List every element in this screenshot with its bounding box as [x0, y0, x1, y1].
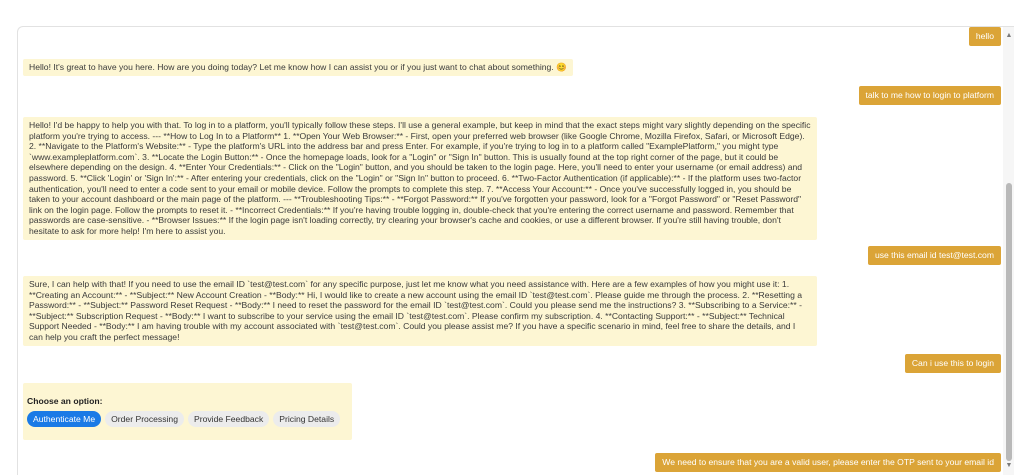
option-card-title: Choose an option:	[27, 396, 103, 406]
option-chip-row	[27, 411, 340, 427]
option-card	[23, 383, 352, 440]
scrollbar-thumb[interactable]	[1006, 183, 1012, 461]
user-message: use this email id test@test.com	[868, 246, 1001, 265]
vertical-scrollbar[interactable]	[1003, 27, 1014, 475]
bot-message: Sure, I can help with that! If you need to use the email ID `test@test.com` for any specific purpose, just let me know what you need assistance with. Here are a few examples of how you might use it: 1. **Creating an Account:** - **Subject:** New Account Creation - **Body:** Hi, I would like to create a new account using the email ID `test@test.com`. Please guide me through the process. 2. **Resetting a Password:** - **Subject:** Password Reset Request - **Body:** I need to reset the password for the email ID `test@test.com`. Could you please send me the instructions? 3. **Subscribing to a Service:** - **Subject:** Subscription Request - **Body:** I want to subscribe to your service using the email ID `test@test.com`. Please confirm my subscription. 4. **Contacting Support:** - **Subject:** Technical Support Needed - **Body:** I am having trouble with my account associated with `test@test.com`. Could you please assist me? If you have a specific scenario in mind, feel free to share the details, and I can help you craft the perfect message!	[23, 276, 817, 346]
triangle-up-icon[interactable]: ▲	[1005, 32, 1013, 39]
triangle-down-icon[interactable]: ▼	[1005, 462, 1013, 469]
bot-message: Hello! I'd be happy to help you with that. To log in to a platform, you'll typically follow these steps. I'll use a general example, but keep in mind that the exact steps might vary slightly depending on the specific platform you're trying to access. --- **How to Log In to a Platform** 1. **Open Your Web Browser:** - First, open your preferred web browser (like Google Chrome, Mozilla Firefox, Safari, or Microsoft Edge). 2. **Navigate to the Platform's Website:** - Type the platform's URL into the address bar and press Enter. For example, if you're trying to log in to a platform called "ExamplePlatform," you might type `www.exampleplatform.com`. 3. **Locate the Login Button:** - Once the homepage loads, look for a "Login" or "Sign In" button. This is usually found at the top right corner of the page, but it could be elsewhere depending on the design. 4. **Enter Your Credentials:** - Click on the "Login" button, and you should be taken to the login page. Here, you'll need to enter your username (or email address) and password. 5. **Click 'Login' or 'Sign In':** - After entering your credentials, click on the "Login" or "Sign In" button to proceed. 6. **Two-Factor Authentication (if applicable):** - If the platform uses two-factor authentication, you'll need to enter a code sent to your email or mobile device. Follow the prompts to complete this step. 7. **Access Your Account:** - Once you've successfully logged in, you should be taken to your account dashboard or the main page of the platform. --- **Troubleshooting Tips:** - **Forgot Password:** If you've forgotten your password, look for a "Forgot Password" or "Reset Password" link on the login page. Follow the prompts to reset it. - **Incorrect Credentials:** If you're having trouble logging in, double-check that you're entering the correct username and password. Remember that passwords are case-sensitive. - **Browser Issues:** If the login page isn't loading correctly, try clearing your browser's cache and cookies, or use a different browser. If you're still having trouble, don't hesitate to ask for more help! I'm here to assist you.	[23, 117, 817, 240]
option-order-processing[interactable]: Order Processing	[105, 411, 184, 427]
chat-window	[17, 26, 1014, 475]
user-message: hello	[969, 27, 1001, 46]
user-message: talk to me how to login to platform	[859, 86, 1002, 105]
option-pricing-details[interactable]: Pricing Details	[273, 411, 340, 427]
bot-message: Hello! It's great to have you here. How are you doing today? Let me know how I can assist you or if you just want to chat about something. 😊	[23, 59, 573, 76]
user-message: We need to ensure that you are a valid user, please enter the OTP sent to your email id	[655, 453, 1001, 472]
user-message: Can i use this to login	[905, 354, 1001, 373]
chat-transcript[interactable]	[18, 27, 1001, 475]
option-authenticate-me[interactable]: Authenticate Me	[27, 411, 101, 427]
option-provide-feedback[interactable]: Provide Feedback	[188, 411, 269, 427]
